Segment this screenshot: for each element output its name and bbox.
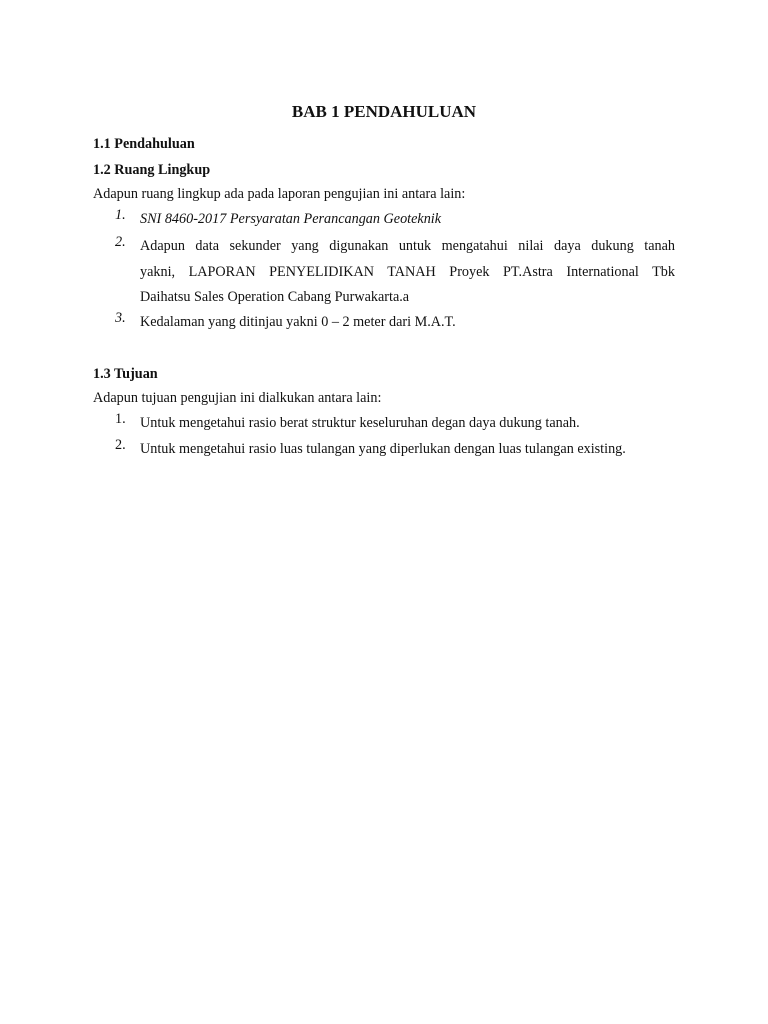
section-heading-tujuan: 1.3 Tujuan <box>93 366 158 382</box>
section-heading-ruang-lingkup: 1.2 Ruang Lingkup <box>93 162 211 178</box>
list-text-line: Adapun data sekunder yang digunakan untuk mengatahui nilai daya dukung tanah <box>140 238 675 254</box>
list-number: 1. <box>115 411 126 427</box>
list-number: 2. <box>115 234 126 250</box>
list-number: 3. <box>115 310 126 326</box>
list-number: 2. <box>115 437 126 453</box>
section-heading-pendahuluan: 1.1 Pendahuluan <box>93 136 195 152</box>
list-text-block <box>140 234 675 311</box>
list-text: SNI 8460-2017 Persyaratan Perancangan Geoteknik <box>140 211 442 227</box>
section-intro-tujuan: Adapun tujuan pengujian ini dialkukan antara lain: <box>93 390 382 406</box>
list-text: Untuk mengetahui rasio berat struktur keseluruhan degan daya dukung tanah. <box>140 415 580 431</box>
list-text-line: yakni, LAPORAN PENYELIDIKAN TANAH Proyek PT.Astra International Tbk <box>140 263 675 280</box>
list-text: Untuk mengetahui rasio luas tulangan yang diperlukan dengan luas tulangan existing. <box>140 441 626 457</box>
list-text-line: Daihatsu Sales Operation Cabang Purwakarta.a <box>140 289 410 305</box>
list-number: 1. <box>115 207 126 223</box>
section-intro-ruang-lingkup: Adapun ruang lingkup ada pada laporan pengujian ini antara lain: <box>93 186 466 202</box>
page-title: BAB 1 PENDAHULUAN <box>291 102 477 121</box>
list-text: Kedalaman yang ditinjau yakni 0 – 2 meter dari M.A.T. <box>140 314 456 330</box>
